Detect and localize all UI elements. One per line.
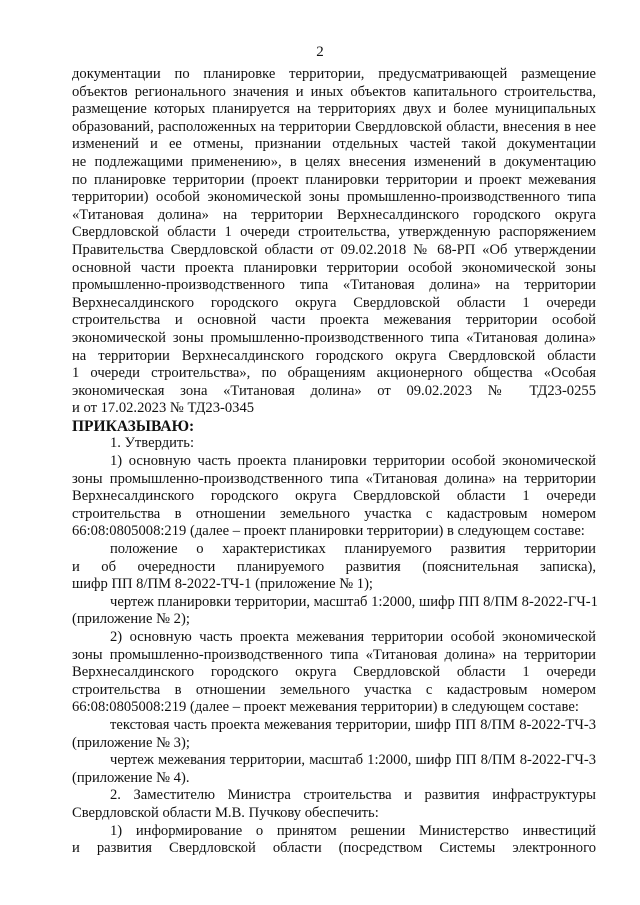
text-line: 66:08:0805008:219 (далее – проект межевания территории) в следующем составе: xyxy=(72,699,579,716)
text-line: объектов регионального значения и иных объектов капитального строительства, xyxy=(72,83,596,100)
text-line: (приложение № 2); xyxy=(72,611,190,628)
text-line: зоны промышленно-производственного типа «Титановая долина» на территории xyxy=(72,646,596,663)
text-line: изменений и ее отмены, признании отдельных частей такой документации xyxy=(72,136,596,153)
text-line: чертеж межевания территории, масштаб 1:2000, шифр ПП 8/ПМ 8-2022-ГЧ-3 xyxy=(110,752,596,769)
text-line: Верхнесалдинского городского округа Свердловской области 1 очереди xyxy=(72,294,596,311)
text-line: и об очередности планируемого развития (пояснительная записка), xyxy=(72,558,596,575)
text-line: строительства в отношении земельного участка с кадастровым номером xyxy=(72,505,596,522)
text-line: 2. Заместителю Министра строительства и развития инфраструктуры xyxy=(110,787,596,804)
text-line: по планировке территории (проект планировки территории и проект межевания xyxy=(72,171,596,188)
text-line: 1) информирование о принятом решении Министерство инвестиций xyxy=(110,822,596,839)
text-line: основной части проекта планировки территории особой экономической зоны xyxy=(72,259,596,276)
text-line: положение о характеристиках планируемого развития территории xyxy=(110,541,596,558)
text-line: шифр ПП 8/ПМ 8-2022-ТЧ-1 (приложение № 1); xyxy=(72,576,373,593)
text-line: размещение которых планируется на территориях двух и более муниципальных xyxy=(72,101,596,118)
text-line: 1. Утвердить: xyxy=(110,435,195,452)
text-line: 1) основную часть проекта планировки территории особой экономической xyxy=(110,453,596,470)
text-line: экономическая зона «Титановая долина» от 09.02.2023 № ТД23-0255 xyxy=(72,382,596,399)
page-number: 2 xyxy=(316,44,324,60)
text-line: текстовая часть проекта межевания территории, шифр ПП 8/ПМ 8-2022-ТЧ-3 xyxy=(110,716,596,733)
text-line: экономической зоны промышленно-производственного типа «Титановая долина» xyxy=(72,329,596,346)
text-line: Верхнесалдинского городского округа Свердловской области 1 очереди xyxy=(72,664,596,681)
text-line: территории) особой экономической зоны промышленно-производственного типа xyxy=(72,189,596,206)
text-line: на территории Верхнесалдинского городского округа Свердловской области xyxy=(72,347,596,364)
text-line: и от 17.02.2023 № ТД23-0345 xyxy=(72,400,255,417)
document-body xyxy=(72,66,596,858)
text-line: Верхнесалдинского городского округа Свердловской области 1 очереди xyxy=(72,488,596,505)
text-line: 2) основную часть проекта межевания территории особой экономической xyxy=(110,629,596,645)
text-line: чертеж планировки территории, масштаб 1:2000, шифр ПП 8/ПМ 8-2022-ГЧ-1 xyxy=(110,593,598,610)
text-line: Правительства Свердловской области от 09.02.2018 № 68-РП «Об утверждении xyxy=(72,241,596,258)
text-line: строительства в отношении земельного участка с кадастровым номером xyxy=(72,681,596,698)
text-line: и развития Свердловской области (посредством Системы электронного xyxy=(72,840,596,857)
text-line: промышленно-производственного типа «Титановая долина» на территории xyxy=(72,277,596,294)
text-line: 1 очереди строительства», по обращениям акционерного общества «Особая xyxy=(72,365,596,382)
order-heading: ПРИКАЗЫВАЮ: xyxy=(72,417,195,435)
text-line: строительства и основной части проекта межевания территории особой xyxy=(72,312,596,329)
text-line: 66:08:0805008:219 (далее – проект планировки территории) в следующем составе: xyxy=(72,523,585,540)
text-line: зоны промышленно-производственного типа «Титановая долина» на территории xyxy=(72,470,596,487)
text-line: Свердловской области М.В. Пучкову обеспечить: xyxy=(72,804,379,821)
text-line: «Титановая долина» на территории Верхнесалдинского городского округа xyxy=(72,206,596,223)
text-line: документации по планировке территории, предусматривающей размещение xyxy=(72,66,596,82)
text-line: не подлежащими применению», в целях внесения изменений в документацию xyxy=(72,153,596,170)
text-line: (приложение № 3); xyxy=(72,734,190,751)
text-line: Свердловской области 1 очереди строительства, утвержденную распоряжением xyxy=(72,224,596,241)
text-line: образований, расположенных на территории Свердловской области, внесения в нее xyxy=(72,118,596,135)
text-line: (приложение № 4). xyxy=(72,769,190,786)
